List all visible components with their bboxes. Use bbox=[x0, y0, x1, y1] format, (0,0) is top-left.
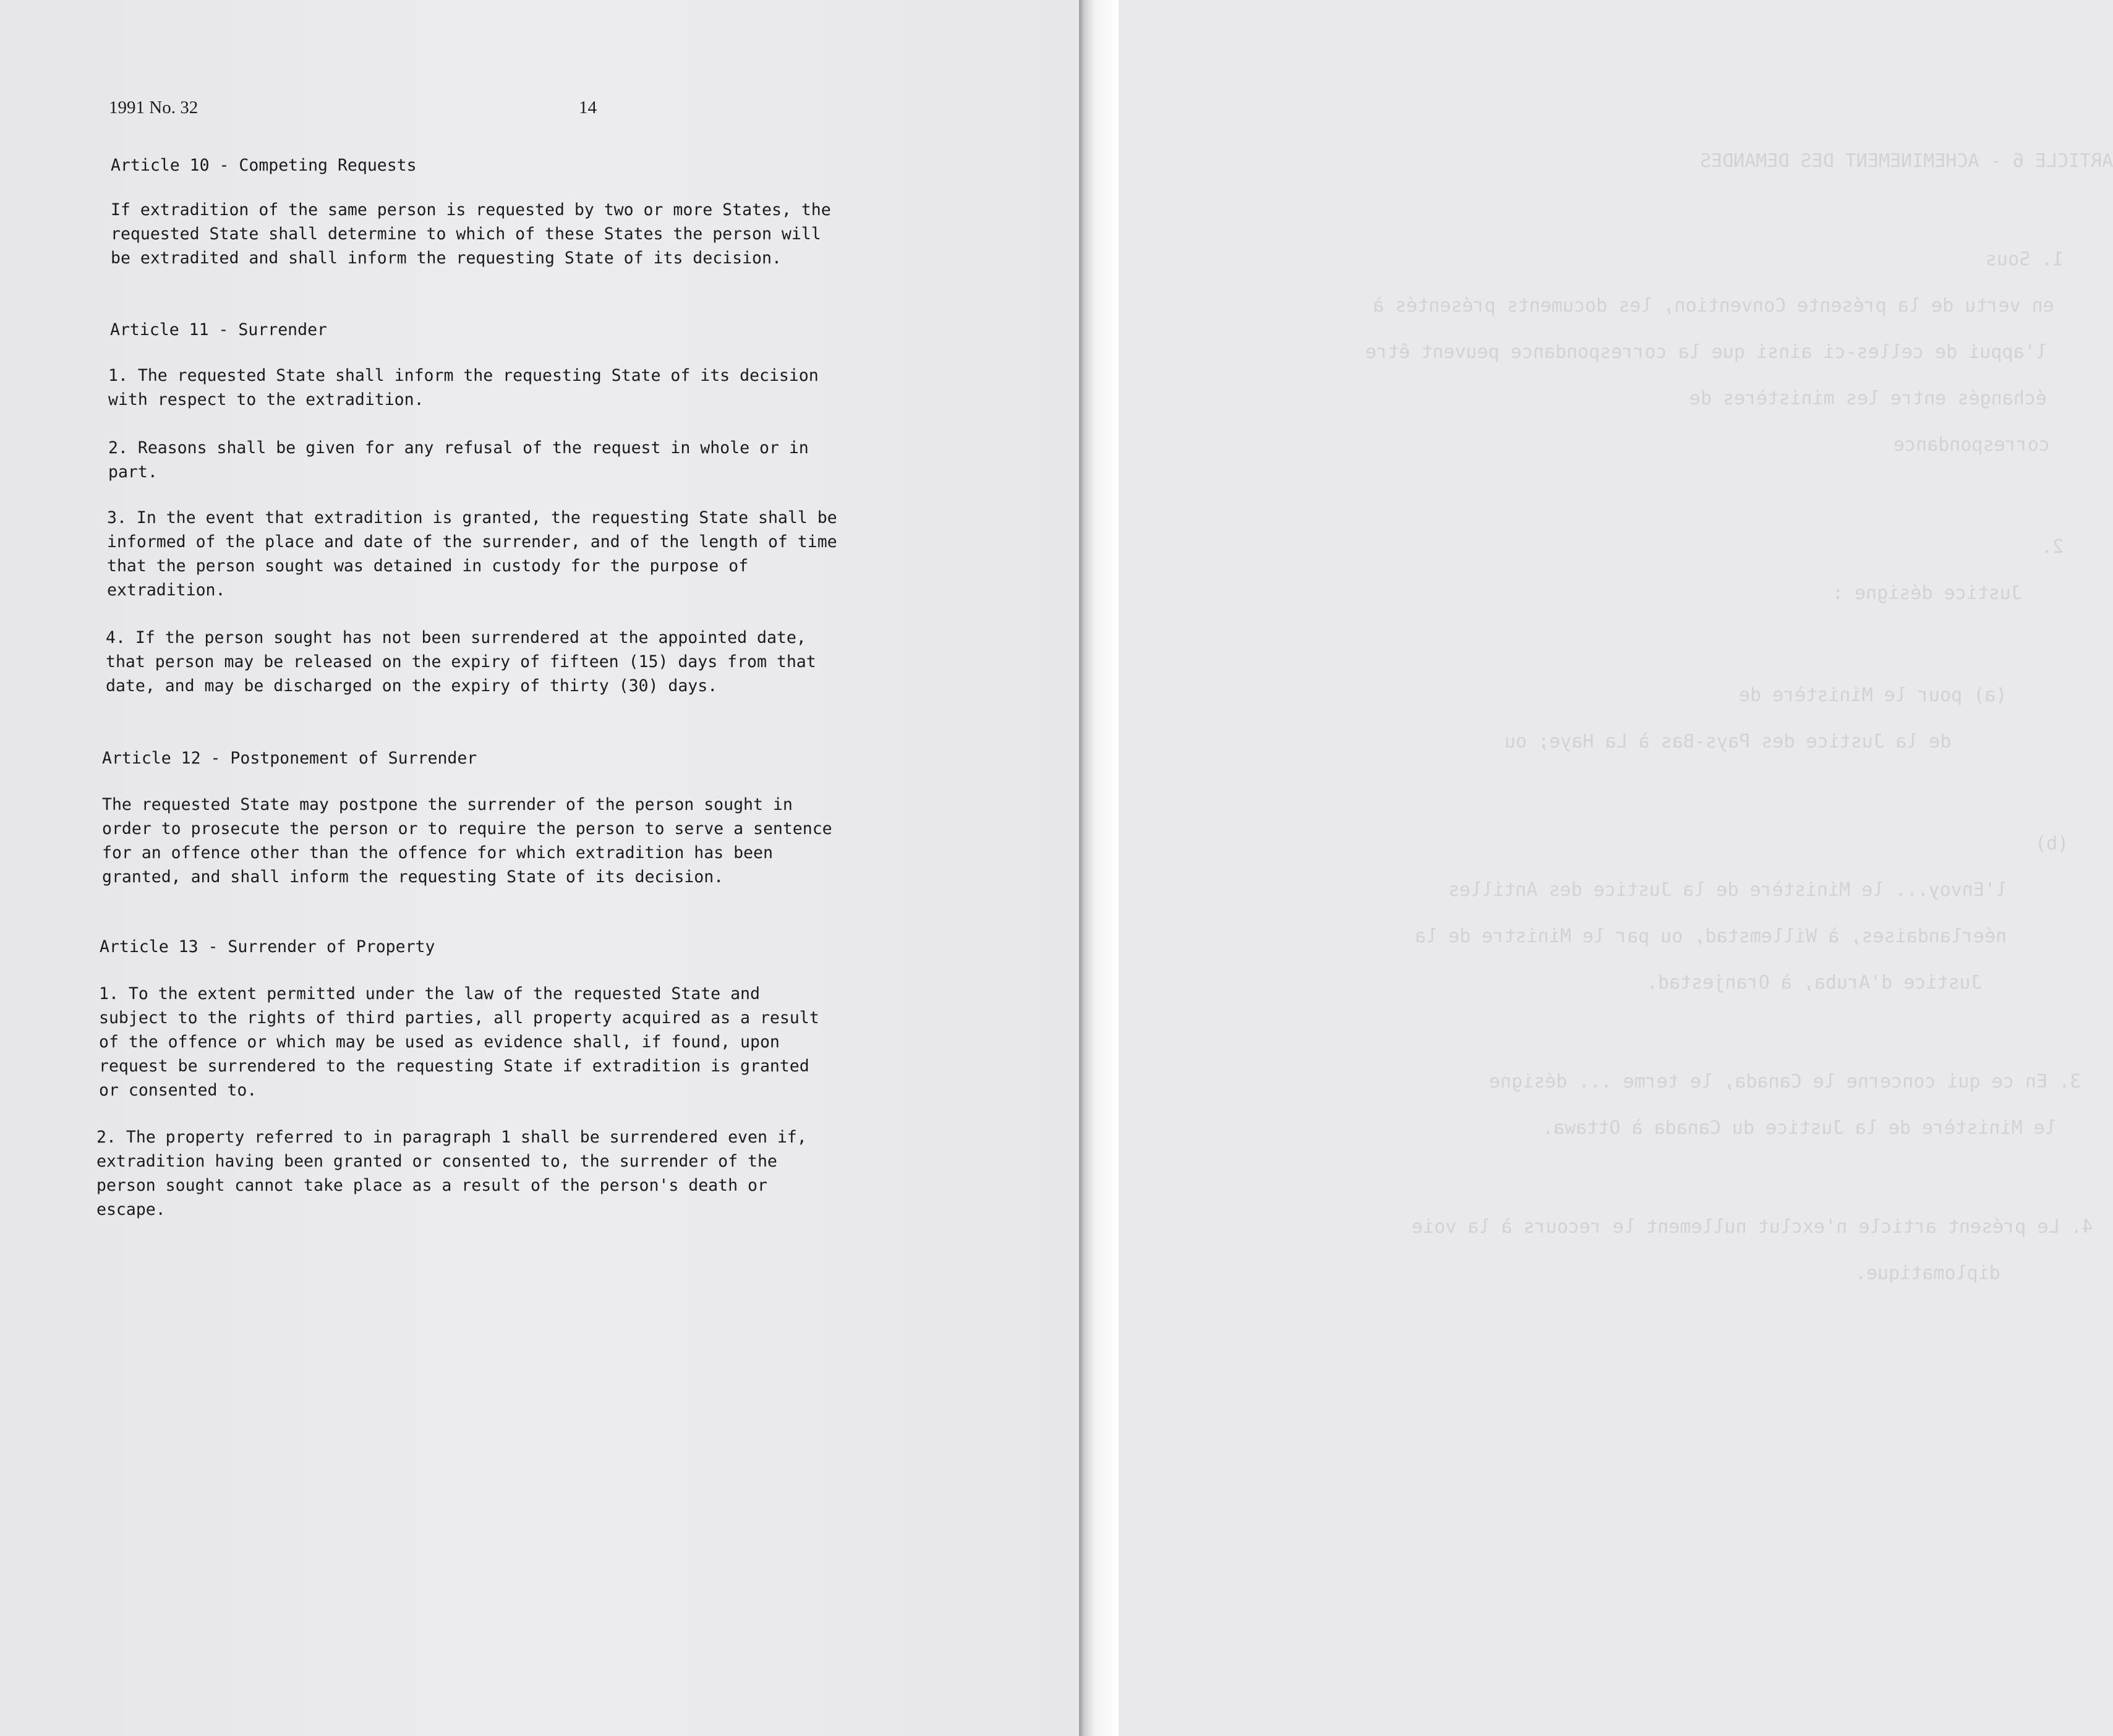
page-number: 14 bbox=[579, 98, 597, 117]
bleed-line: diplomatique. bbox=[1855, 1262, 2000, 1284]
bleed-line: l'appui de celles-ci ainsi que la correspondance peuvent être bbox=[1365, 341, 2047, 363]
bleed-line: ARTICLE 6 - ACHEMINEMENT DES DEMANDES bbox=[1699, 150, 2113, 172]
article-12-heading: Article 12 - Postponement of Surrender bbox=[102, 749, 477, 768]
bleed-line: échangés entre les ministères de bbox=[1689, 388, 2047, 409]
article-11-heading: Article 11 - Surrender bbox=[110, 320, 327, 339]
bleed-line: correspondance bbox=[1893, 434, 2050, 456]
bleed-line: 1. Sous bbox=[1985, 249, 2064, 270]
bleed-line: Justice d'Aruba, à Oranjestad. bbox=[1647, 972, 1982, 994]
article-13-heading: Article 13 - Surrender of Property bbox=[100, 937, 435, 956]
bleed-line: le Ministère de la Justice du Canada à Ottawa. bbox=[1542, 1117, 2056, 1139]
bleed-line: 2. bbox=[2041, 536, 2064, 558]
law-number: 1991 No. 32 bbox=[109, 98, 198, 117]
bleed-line: de la Justice des Pays-Bas à La Haye; ou bbox=[1504, 731, 1951, 752]
article-11-paragraph-2: 2. Reasons shall be given for any refusal of the request in whole or in part. bbox=[108, 438, 809, 482]
article-10-heading: Article 10 - Competing Requests bbox=[111, 156, 417, 175]
bleed-line: l'Envoy... le Ministère de la Justice des Antilles bbox=[1448, 879, 2007, 901]
article-13-paragraph-1: 1. To the extent permitted under the law of the requested State and subject to the rights of third parties, all property acquired as a result of the offence or which may be used as evidence shall, if found, upon request be surrendered to the requesting State if extradition is granted or consented to. bbox=[99, 984, 819, 1100]
bleed-line: (a) pour le Ministère de bbox=[1738, 684, 2007, 706]
article-12-body: The requested State may postpone the surrender of the person sought in order to prosecute the person or to require the person to serve a sentence for an offence other than the offence for which extradition has been granted, and shall inform the requesting State of its decision. bbox=[102, 795, 832, 887]
article-11-paragraph-3: 3. In the event that extradition is granted, the requesting State shall be informed of the place and date of the surrender, and of the length of time that the person sought was detained in custody for the purpose of extradition. bbox=[107, 508, 837, 600]
article-11-paragraph-1: 1. The requested State shall inform the requesting State of its decision with respect to the extradition. bbox=[108, 366, 819, 409]
article-11-paragraph-4: 4. If the person sought has not been surrendered at the appointed date, that person may be released on the expiry of fifteen (15) days from that date, and may be discharged on the expiry of thirty (30) days. bbox=[106, 628, 816, 696]
bleed-line: Justice désigne : bbox=[1832, 582, 2022, 604]
bleed-line: (b) bbox=[2034, 833, 2068, 854]
bleed-line: néerlandaises, à Willemstad, ou par le Ministre de la bbox=[1414, 925, 2007, 947]
bleed-line: 4. Le présent article n'exclut nullement le recours à la voie bbox=[1412, 1216, 2093, 1238]
binding-edge bbox=[1079, 0, 1119, 1736]
bleed-line: en vertu de la présente Convention, les documents présentés à bbox=[1373, 295, 2054, 317]
article-10-body: If extradition of the same person is requested by two or more States, the requested State shall determine to which of these States the person will be extradited and shall inform the requesting State of its decision. bbox=[111, 200, 831, 268]
bleed-line: 3. En ce qui concerne le Canada, le terme ... désigne bbox=[1488, 1071, 2081, 1092]
article-13-paragraph-2: 2. The property referred to in paragraph 1 shall be surrendered even if, extradition having been granted or consented to, the surrender of the person sought cannot take place as a result of the person's death or escape. bbox=[96, 1128, 807, 1219]
